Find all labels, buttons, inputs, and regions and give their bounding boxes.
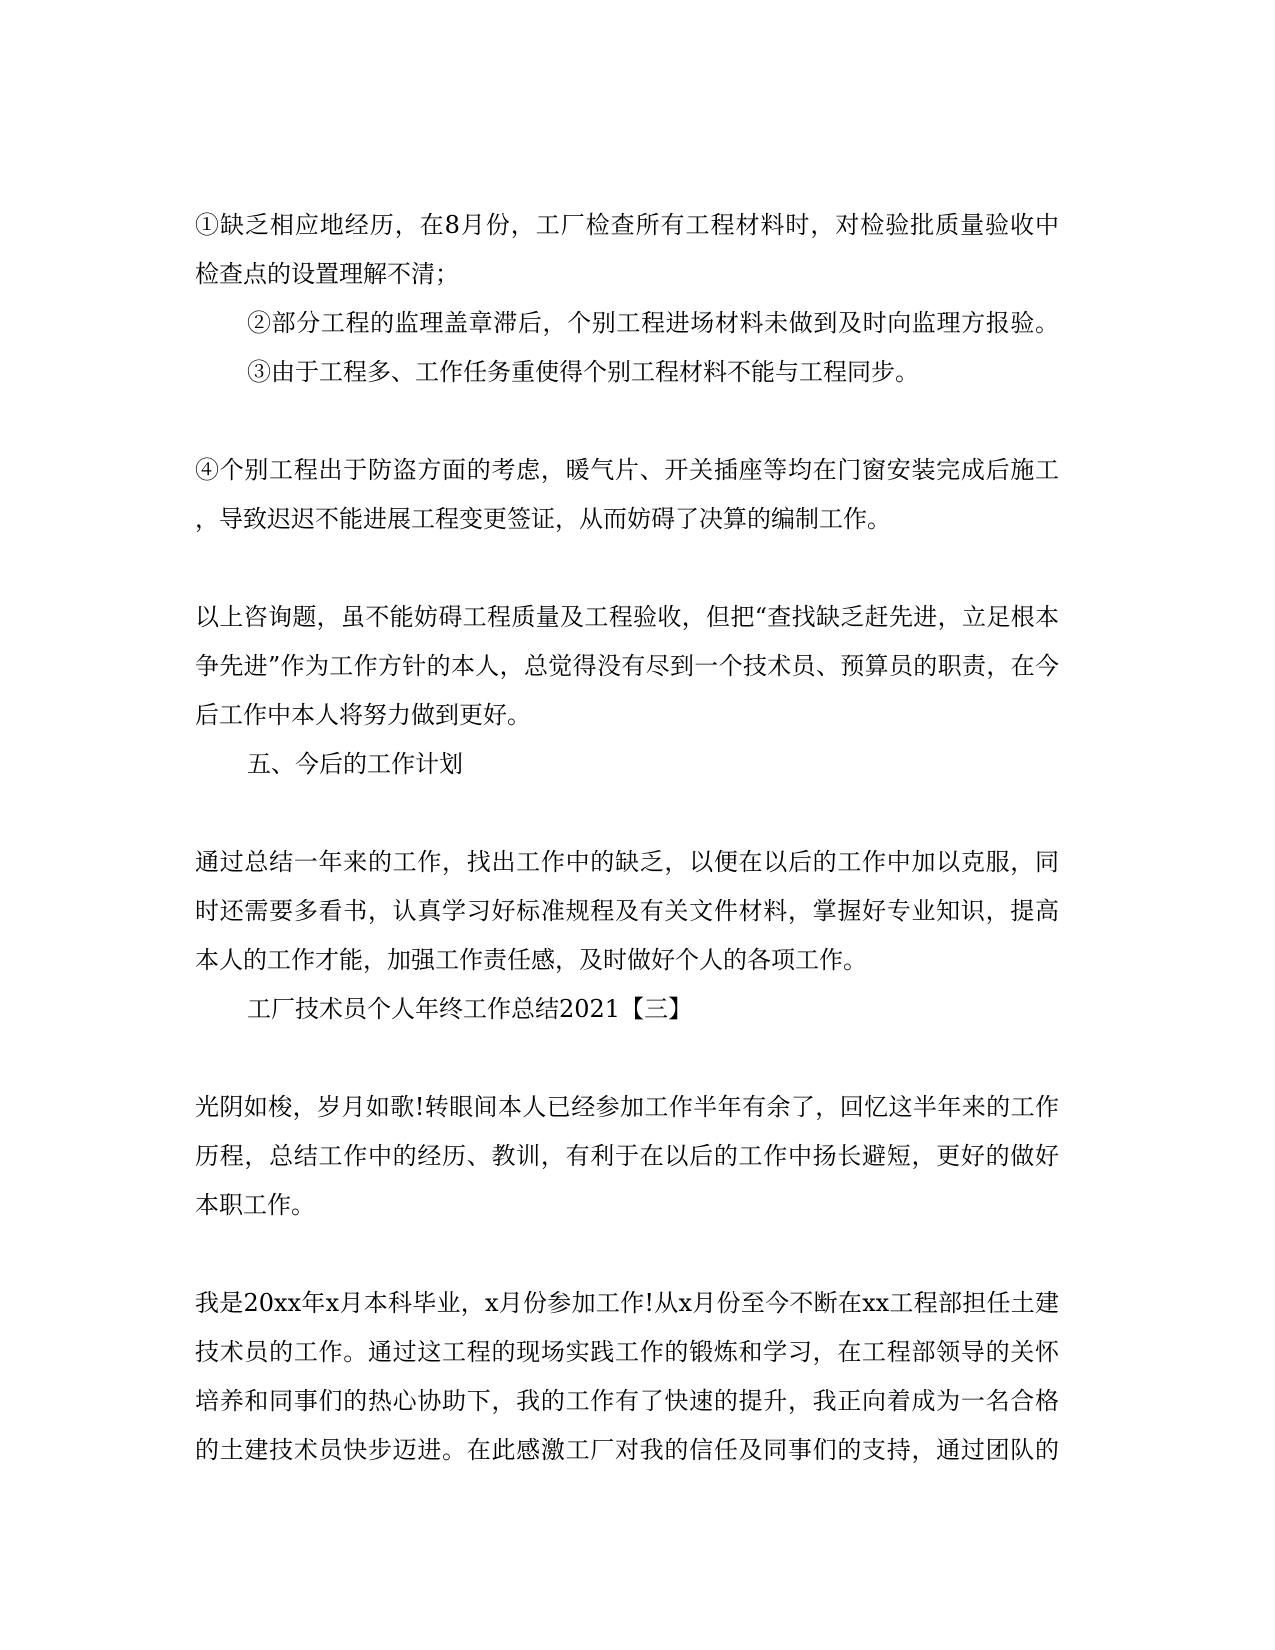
blank-line (195, 1034, 1059, 1083)
text-line: ④个别工程出于防盗方面的考虑，暖气片、开关插座等均在门窗安装完成后施工 (195, 456, 1059, 484)
blank-line (195, 789, 1059, 838)
text-line: 本职工作。 (195, 1191, 315, 1219)
text-line: 培养和同事们的热心协助下，我的工作有了快速的提升，我正向着成为一名合格 (195, 1387, 1059, 1415)
blank-line (195, 1230, 1059, 1279)
text-line: ①缺乏相应地经历，在8月份，工厂检查所有工程材料时，对检验批质量验收中 (195, 211, 1059, 239)
text-line: 后工作中本人将努力做到更好。 (195, 701, 531, 729)
text-line: ，导致迟迟不能进展工程变更签证，从而妨碍了决算的编制工作。 (195, 505, 891, 533)
text-line: 光阴如梭，岁月如歌!转眼间本人已经参加工作半年有余了，回忆这半年来的工作 (195, 1093, 1059, 1121)
text-line: 检查点的设置理解不清； (195, 260, 459, 288)
text-line: 技术员的工作。通过这工程的现场实践工作的锻炼和学习，在工程部领导的关怀 (195, 1338, 1059, 1366)
text-line: 争先进”作为工作方针的本人，总觉得没有尽到一个技术员、预算员的职责，在今 (195, 652, 1059, 680)
text-line: 时还需要多看书，认真学习好标准规程及有关文件材料，掌握好专业知识，提高 (195, 897, 1059, 925)
text-line: 的土建技术员快步迈进。在此感激工厂对我的信任及同事们的支持，通过团队的 (195, 1436, 1059, 1464)
text-line: 工厂技术员个人年终工作总结2021【三】 (247, 995, 693, 1023)
text-line: ③由于工程多、工作任务重使得个别工程材料不能与工程同步。 (247, 358, 919, 386)
text-line: 历程，总结工作中的经历、教训，有利于在以后的工作中扬长避短，更好的做好 (195, 1142, 1059, 1170)
text-line: 以上咨询题，虽不能妨碍工程质量及工程验收，但把“查找缺乏赶先进，立足根本 (195, 603, 1059, 631)
text-line: 本人的工作才能，加强工作责任感，及时做好个人的各项工作。 (195, 946, 867, 974)
text-line: 五、今后的工作计划 (247, 750, 463, 778)
blank-line (195, 544, 1059, 593)
text-line: 通过总结一年来的工作，找出工作中的缺乏，以便在以后的工作中加以克服，同 (195, 848, 1059, 876)
blank-line (195, 397, 1059, 446)
text-block (195, 201, 1059, 1475)
text-line: ②部分工程的监理盖章滞后，个别工程进场材料未做到及时向监理方报验。 (247, 309, 1059, 337)
text-line: 我是20xx年x月本科毕业，x月份参加工作!从x月份至今不断在xx工程部担任土建 (195, 1289, 1059, 1317)
